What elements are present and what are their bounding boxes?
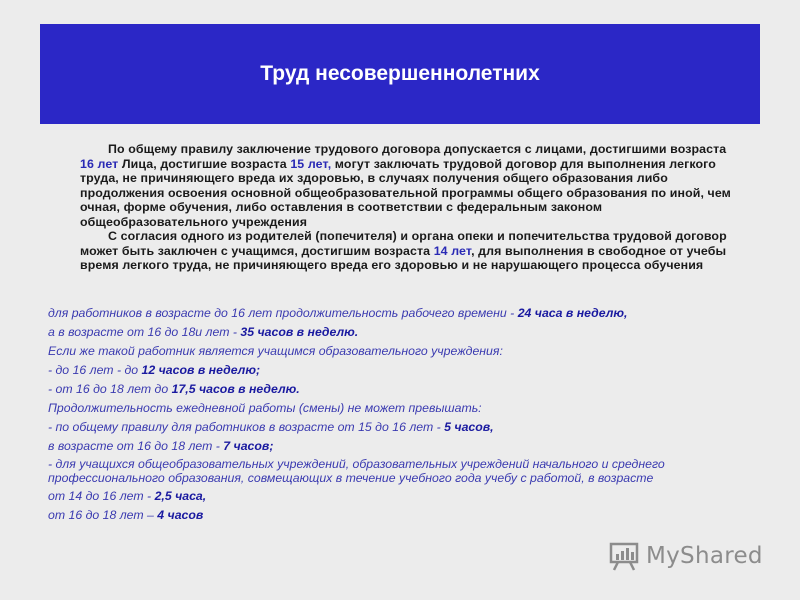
page-title: Труд несовершеннолетних	[260, 62, 540, 85]
working-hours-list	[48, 304, 748, 525]
paragraph-general-rule	[80, 142, 738, 229]
list-item-text: - для учащихся общеобразовательных учреждений, образовательных учреждений начального и среднего профессионального образования, совмещающих в течение учебного года учебу с работой, в возрасте	[48, 457, 665, 485]
myshared-logo[interactable]	[608, 540, 763, 572]
list-item-bold: 24 часа в неделю,	[517, 306, 628, 320]
list-item-bold: 2,5 часа,	[154, 489, 207, 503]
list-item	[48, 399, 748, 418]
list-item-bold: 12 часов в неделю;	[141, 363, 261, 377]
logo-text: MyShared	[646, 543, 763, 569]
paragraph1-text-b: Лица, достигшие возраста	[118, 156, 291, 171]
list-item-text: от 14 до 16 лет -	[48, 489, 155, 503]
paragraph2-age: 14 лет	[433, 243, 472, 258]
list-item-text: - по общему правилу для работников в возрасте от 15 до 16 лет -	[48, 420, 445, 434]
presentation-board-icon	[608, 540, 640, 572]
paragraph-parental-consent	[80, 229, 738, 273]
list-item	[48, 323, 748, 342]
list-item	[48, 342, 748, 361]
list-item-bold: 5 часов,	[444, 420, 494, 434]
list-item	[48, 506, 748, 525]
paragraph1-age-b: 15 лет,	[290, 156, 332, 171]
list-item-text: для работников в возрасте до 16 лет продолжительность рабочего времени -	[48, 306, 518, 320]
list-item-text: от 16 до 18 лет –	[48, 508, 158, 522]
paragraph1-text-c: могут заключать трудовой договор для выполнения легкого труда, не причиняющего вреда их здоровью, в случаях получения общего образования либо продолжения освоения основной общеобразовательной программы общего образования по иной, чем очная, форме обучения, либо оставления в соответствии с федеральным законом общеобразовательного учреждения	[80, 156, 731, 229]
list-item	[48, 437, 748, 456]
list-item-text: - от 16 до 18 лет до	[48, 382, 172, 396]
list-item	[48, 487, 748, 506]
list-item-text: в возрасте от 16 до 18 лет -	[48, 439, 224, 453]
list-item	[48, 456, 720, 487]
list-item-text: а в возрасте от 16 до 18и лет -	[48, 325, 241, 339]
paragraph2-text-b: , для выполнения в свободное от учебы время легкого труда, не причиняющего вреда его здоровью и не нарушающего процесса обучения	[80, 243, 727, 272]
list-item	[48, 304, 748, 323]
title-banner	[40, 24, 760, 124]
list-item	[48, 361, 748, 380]
list-item-bold: 4 часов	[157, 508, 204, 522]
list-item	[48, 380, 748, 399]
list-item-text: - до 16 лет - до	[48, 363, 142, 377]
list-item	[48, 418, 748, 437]
list-item-bold: 7 часов;	[223, 439, 274, 453]
list-item-text: Продолжительность ежедневной работы (смены) не может превышать:	[48, 401, 482, 415]
list-item-bold: 35 часов в неделю.	[240, 325, 359, 339]
list-item-bold: 17,5 часов в неделю.	[171, 382, 300, 396]
paragraph1-text-a: По общему правилу заключение трудового договора допускается с лицами, достигшими возраста	[108, 142, 727, 156]
list-item-text: Если же такой работник является учащимся образовательного учреждения:	[48, 344, 503, 358]
paragraph1-age-a: 16 лет	[80, 156, 119, 171]
paragraph2-text-a: С согласия одного из родителей (попечителя) и органа опеки и попечительства трудовой договор может быть заключен с учащимся, достигшим возраста	[80, 229, 727, 258]
